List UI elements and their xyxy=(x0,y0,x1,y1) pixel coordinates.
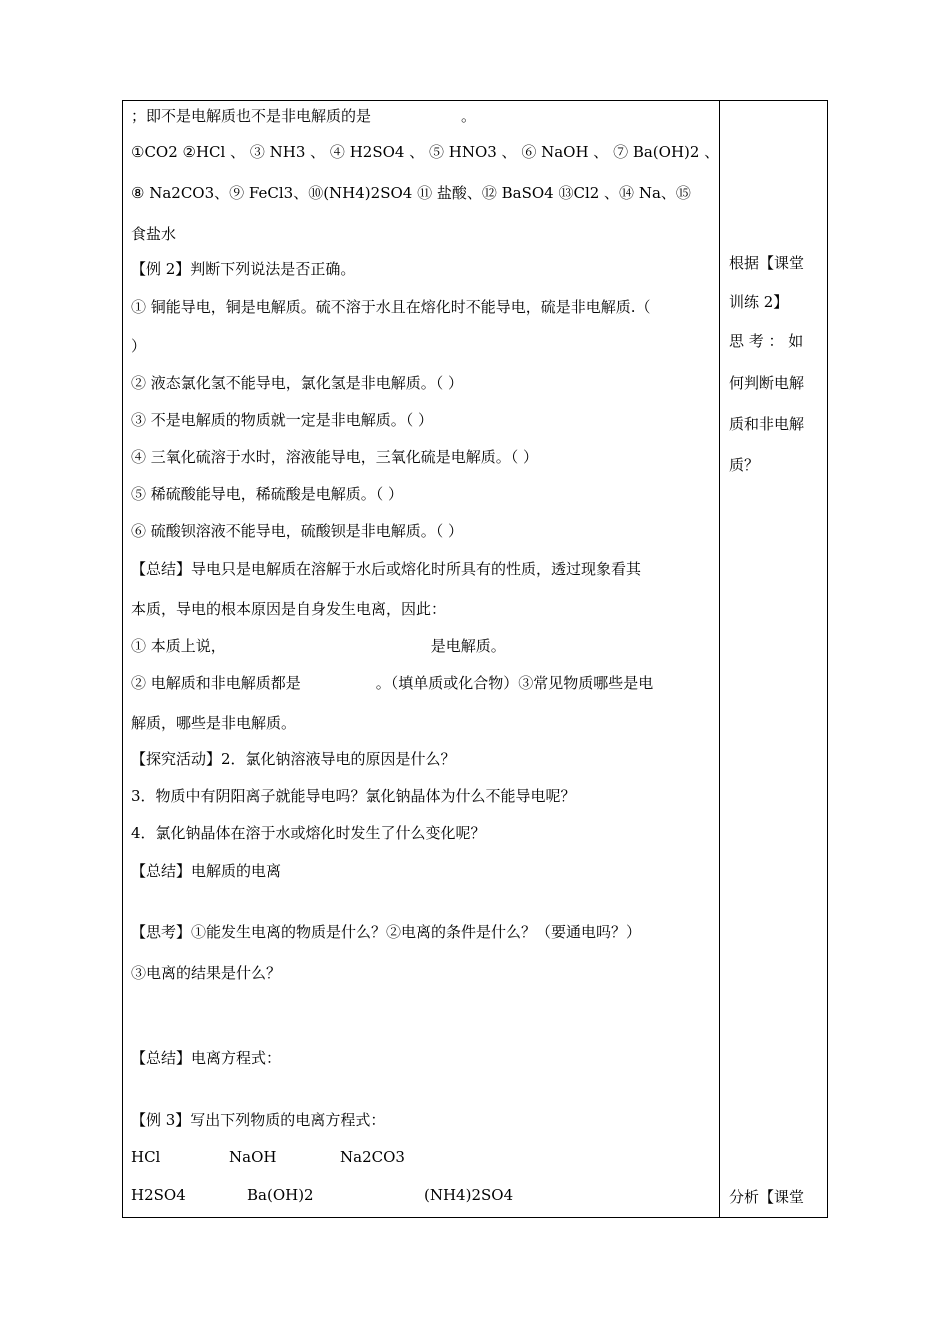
summary-3-end: 是电解质。 xyxy=(430,637,506,655)
side-note-4: 何判断电解 xyxy=(729,374,805,392)
activity-4: 4．氯化钠晶体在溶于水或熔化时发生了什么变化呢？ xyxy=(131,824,486,842)
statement-1: ① 铜能导电，铜是电解质。硫不溶于水且在熔化时不能导电，硫是非电解质.（ xyxy=(131,298,651,316)
summary-4-end: 。（填单质或化合物）③常见物质哪些是电 xyxy=(375,674,654,692)
statement-5: ⑤ 稀硫酸能导电，稀硫酸是电解质。（ ） xyxy=(131,485,404,503)
column-divider xyxy=(719,101,720,1217)
activity-2: 【探究活动】2．氯化钠溶液导电的原因是什么？ xyxy=(131,750,456,768)
formula-hcl: HCl xyxy=(131,1148,161,1166)
example-3-heading: 【例 3】写出下列物质的电离方程式： xyxy=(131,1111,386,1129)
text-line xyxy=(131,106,476,126)
content-table xyxy=(122,100,828,1218)
substance-list-2: ⑧ Na2CO3、⑨ FeCl3、⑩(NH4)2SO4 ⑪ 盐酸、⑫ BaSO4 ⑬Cl2 、⑭ Na、⑮ xyxy=(131,184,691,202)
substance-list-3: 食盐水 xyxy=(131,225,177,243)
period: 。 xyxy=(461,107,477,125)
activity-3: 3．物质中有阴阳离子就能导电吗？氯化钠晶体为什么不能导电呢？ xyxy=(131,787,576,805)
formula-naoh: NaOH xyxy=(229,1148,277,1166)
question-stem: ；即不是电解质也不是非电解质的是 xyxy=(131,107,372,125)
summary-4-start: ② 电解质和非电解质都是 xyxy=(131,674,301,692)
formula-baoh2: Ba(OH)2 xyxy=(247,1186,314,1204)
statement-1-end: ） xyxy=(131,337,147,355)
think-1: 【思考】①能发生电离的物质是什么？②电离的条件是什么？（要通电吗？） xyxy=(131,923,642,941)
side-note-1: 根据【课堂 xyxy=(729,254,805,272)
statement-6: ⑥ 硫酸钡溶液不能导电，硫酸钡是非电解质。（ ） xyxy=(131,522,464,540)
summary-3 xyxy=(131,636,506,656)
formula-nh42so4: (NH4)2SO4 xyxy=(424,1186,514,1204)
side-note-6: 质？ xyxy=(729,456,760,474)
summary-2: 本质，导电的根本原因是自身发生电离，因此： xyxy=(131,600,447,618)
side-note-2: 训练 2】 xyxy=(729,293,789,311)
side-note-7: 分析【课堂 xyxy=(729,1188,805,1206)
substance-list-1: ①CO2 ②HCl 、 ③ NH3 、 ④ H2SO4 、 ⑤ HNO3 、 ⑥ NaOH 、 ⑦ Ba(OH)2 、 xyxy=(131,143,720,161)
summary-4 xyxy=(131,673,653,693)
example-2-heading: 【例 2】判断下列说法是否正确。 xyxy=(131,260,356,278)
statement-2: ② 液态氯化氢不能导电，氯化氢是非电解质。（ ） xyxy=(131,374,464,392)
summary-ionization: 【总结】电解质的电离 xyxy=(131,862,282,880)
statement-3: ③ 不是电解质的物质就一定是非电解质。（ ） xyxy=(131,411,434,429)
summary-3-start: ① 本质上说， xyxy=(131,637,226,655)
think-2: ③电离的结果是什么？ xyxy=(131,964,282,982)
formula-na2co3: Na2CO3 xyxy=(340,1148,405,1166)
side-note-3: 思 考 ： 如 xyxy=(729,332,804,350)
summary-equation: 【总结】电离方程式： xyxy=(131,1049,282,1067)
statement-4: ④ 三氧化硫溶于水时，溶液能导电，三氧化硫是电解质。（ ） xyxy=(131,448,539,466)
formula-h2so4: H2SO4 xyxy=(131,1186,186,1204)
summary-1: 【总结】导电只是电解质在溶解于水后或熔化时所具有的性质，透过现象看其 xyxy=(131,560,642,578)
summary-5: 解质，哪些是非电解质。 xyxy=(131,714,297,732)
side-note-5: 质和非电解 xyxy=(729,415,805,433)
